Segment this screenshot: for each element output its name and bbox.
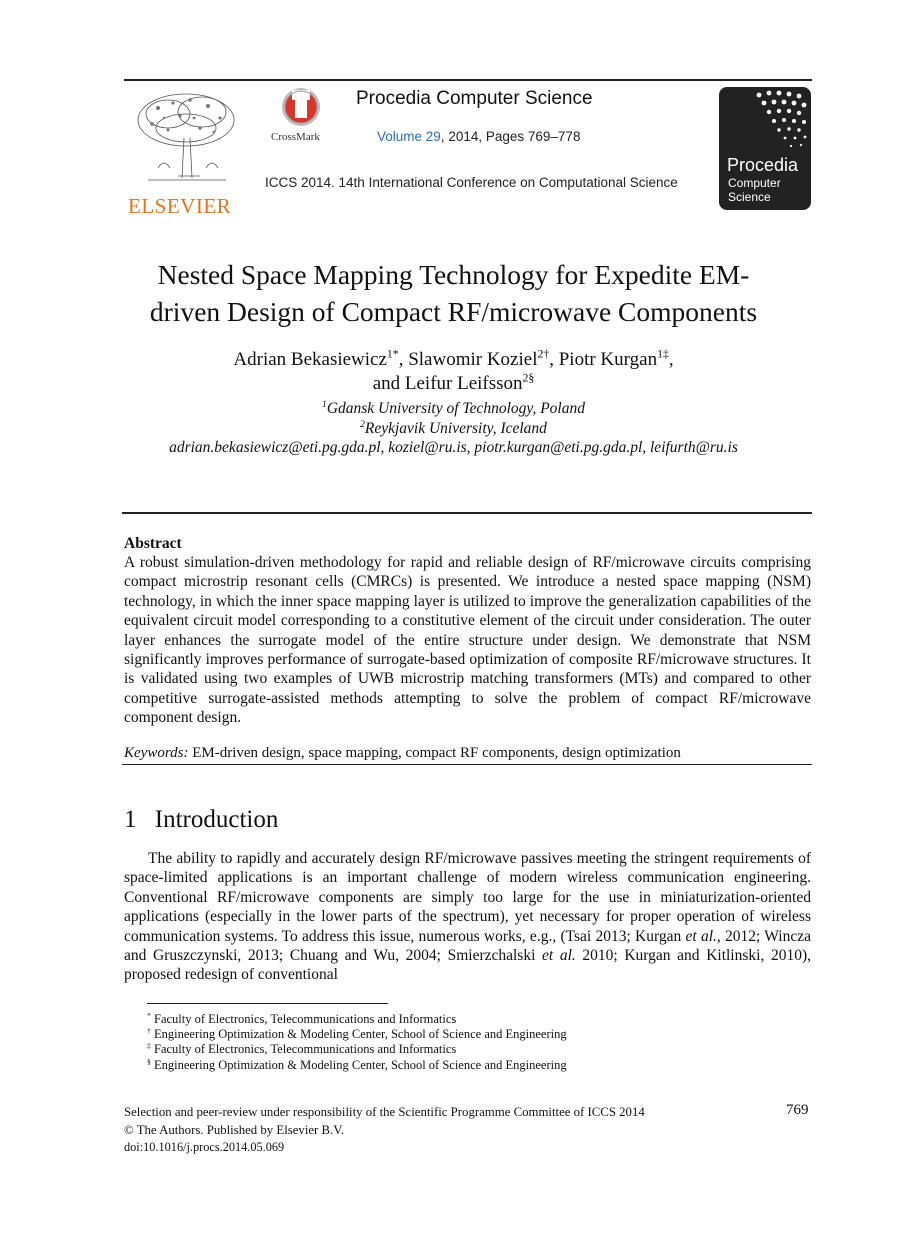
affiliation-1 [100,399,807,419]
footnote-text: Engineering Optimization & Modeling Center, School of Science and Engineering [154,1057,567,1072]
footnote-marker: † [147,1026,151,1036]
volume-line [377,129,580,144]
footnote-marker: * [147,1010,151,1020]
crossmark-badge[interactable] [271,86,333,146]
keywords-bottom-rule [122,764,812,765]
author-marker: 1‡ [657,347,669,361]
affiliation-marker: 1 [322,398,327,410]
abstract-text: A robust simulation-driven methodology for rapid and reliable design of RF/microwave circuits comprising compact microstrip resonant cells (CMRCs) is presented. We introduce a nested space mapping (NSM) technology, in which the inner space mapping layer is utilized to improve the generalization capabilities of the equivalent circuit model corresponding to a constitutive element of the circuit under consideration. The outer layer enhances the surrogate model of the entire structure under design. We demonstrate that NSM significantly improves performance of surrogate-based optimization of composite RF/microwave structures. It is validated using two examples of UWB microstrip matching transformers (MTs) and compared to other competitive surrogate-assisted methods attempting to solve the problem of compact RF/microwave component design. [124,554,811,727]
author-name: Slawomir Koziel [408,349,538,370]
author-name: Piotr Kurgan [558,349,658,370]
volume-number-link[interactable]: 29 [425,129,441,144]
cover-logo-line3: Science [728,190,771,204]
page-number: 769 [786,1102,809,1118]
author-name: Adrian Bekasiewicz [233,349,387,370]
header-top-rule [124,79,812,81]
author-prefix: and [372,373,405,394]
section-number: 1 [124,806,137,833]
elsevier-logo [128,88,246,218]
affiliation-2 [100,419,807,439]
intro-etal-2: et al. [542,947,576,965]
footer-review-line: Selection and peer-review under responsibility of the Scientific Programme Committee of ICCS 2014 [124,1105,645,1119]
procedia-cover-logo [719,87,811,210]
title-line-2: driven Design of Compact RF/microwave Components [149,296,758,327]
title-line-1: Nested Space Mapping Technology for Expedite EM- [157,259,750,290]
abstract-block [124,534,811,728]
elsevier-tree-icon [128,88,246,188]
section-heading [124,806,278,834]
author-marker: 2† [537,347,550,361]
footnote-item [147,1027,807,1042]
footnote-text: Faculty of Electronics, Telecommunications and Informatics [154,1012,457,1026]
keywords-text: EM-driven design, space mapping, compact RF components, design optimization [188,745,681,761]
intro-etal-1: et al. [685,927,717,945]
volume-prefix[interactable]: Volume [377,129,423,144]
footnote-item [147,1042,807,1057]
affiliation-text: Reykjavik University, Iceland [364,419,547,437]
author-name: Leifur Leifsson [404,373,523,394]
dot-pattern-icon [719,87,811,157]
footnote-text: Faculty of Electronics, Telecommunications and Informatics [154,1042,457,1057]
footer-doi[interactable]: doi:10.1016/j.procs.2014.05.069 [124,1140,285,1154]
footnote-item [147,1012,807,1027]
keywords-line [124,744,811,763]
author-line-2 [100,372,807,396]
footnote-text: Engineering Optimization & Modeling Center, School of Science and Engineering [154,1027,567,1042]
intro-paragraph [124,849,811,985]
footer-block [124,1104,764,1157]
intro-text-a: The ability to rapidly and accurately design RF/microwave passives meeting the stringent requirements of space-limited applications is an important challenge of modern wireless communication engineering. Conventional RF/microwave components are simply too large for the use in miniaturization-oriented applications (especially in the lower parts of the spectrum), yet necessary for proper operation of wireless communication systems. To address this issue, numerous works, e.g., (Tsai 2013; Kurgan [124,850,811,945]
intro-text-b: , 2012; Wincza and Gruszczynski, 2013; Chuang and Wu, 2004; Smierzchalski [124,927,811,965]
journal-title: Procedia Computer Science [356,88,593,109]
section-title: Introduction [154,806,279,833]
author-separator: , [549,349,559,370]
footnote-item [147,1058,807,1073]
keywords-label: Keywords: [124,745,189,761]
elsevier-wordmark: ELSEVIER [128,194,232,218]
cover-logo-line2: Computer [728,176,781,190]
affiliations [100,399,807,458]
author-separator: , [398,349,409,370]
abstract-heading: Abstract [124,535,182,552]
footnotes [147,1012,807,1073]
intro-text-c: 2010; Kurgan and Kitlinski, 2010), proposed redesign of conventional [124,947,811,984]
affiliation-text: Gdansk University of Technology, Poland [326,400,585,417]
author-marker: 1* [386,347,399,361]
conference-line: ICCS 2014. 14th International Conference on Computational Science [265,175,678,190]
author-emails[interactable]: adrian.bekasiewicz@eti.pg.gda.pl, koziel@ru.is, piotr.kurgan@eti.pg.gda.pl, leifurth@ru.is [169,439,738,456]
affiliation-marker: 2 [360,418,365,430]
crossmark-label: CrossMark [271,131,320,143]
author-list [100,348,807,396]
paper-title [100,256,807,330]
footnote-marker: ‡ [147,1041,151,1051]
footer-copyright-line: © The Authors. Published by Elsevier B.V. [124,1122,345,1137]
abstract-top-rule [122,512,812,514]
footnote-rule [147,1003,388,1004]
cover-logo-line1: Procedia [727,155,799,175]
author-marker: 2§ [522,371,535,385]
crossmark-icon [272,86,332,130]
author-separator: , [668,349,674,370]
footnote-marker: § [147,1056,151,1066]
volume-details: , 2014, Pages 769–778 [440,129,581,144]
author-line-1 [100,348,807,372]
